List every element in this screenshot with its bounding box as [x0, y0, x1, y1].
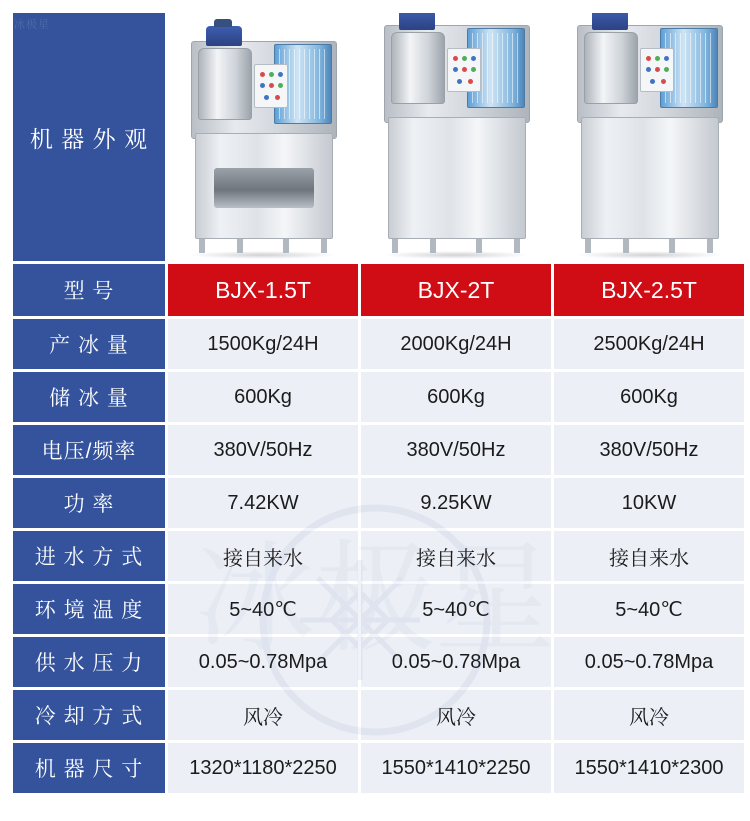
row-label-ambient-temp: 环 境 温 度 [13, 584, 165, 634]
cell-value: 380V/50Hz [554, 425, 744, 475]
bin-door-icon [214, 168, 314, 208]
machine-photo-bjx-2-5t [554, 13, 744, 261]
table-row [13, 690, 744, 740]
row-label-water-pressure: 供 水 压 力 [13, 637, 165, 687]
cell-value: 接自来水 [168, 531, 358, 581]
table-row [13, 584, 744, 634]
cell-value: 1500Kg/24H [168, 319, 358, 369]
machine-upper-unit [577, 25, 723, 123]
table-row [13, 425, 744, 475]
model-value-2: BJX-2T [361, 264, 551, 316]
machine-storage-bin [581, 117, 719, 239]
control-panel-icon [640, 48, 674, 92]
control-panel-icon [447, 48, 481, 92]
cell-value: 1320*1180*2250 [168, 743, 358, 793]
cell-value: 接自来水 [554, 531, 744, 581]
machine-photo-bjx-2t [361, 13, 551, 261]
row-label-appearance: 机 器 外 观 [13, 13, 165, 261]
cell-value: 600Kg [168, 372, 358, 422]
cell-value: 9.25KW [361, 478, 551, 528]
machine-illustration-1 [183, 25, 343, 253]
model-value-3: BJX-2.5T [554, 264, 744, 316]
machine-upper-unit [191, 41, 337, 139]
model-value-1: BJX-1.5T [168, 264, 358, 316]
table-row [13, 372, 744, 422]
control-panel-icon [254, 64, 288, 108]
table-row [13, 531, 744, 581]
machine-storage-bin [195, 133, 333, 239]
specification-table [10, 10, 747, 796]
corner-watermark: 冰极星 [14, 19, 50, 31]
cell-value: 380V/50Hz [168, 425, 358, 475]
cell-value: 5~40℃ [361, 584, 551, 634]
machine-photo-bjx-1-5t [168, 13, 358, 261]
cell-value: 2500Kg/24H [554, 319, 744, 369]
table-row-appearance [13, 13, 744, 261]
row-label-voltage: 电压/频率 [13, 425, 165, 475]
cell-value: 7.42KW [168, 478, 358, 528]
table-row [13, 319, 744, 369]
cell-value: 0.05~0.78Mpa [554, 637, 744, 687]
machine-legs [390, 239, 522, 253]
row-label-cooling: 冷 却 方 式 [13, 690, 165, 740]
cell-value: 风冷 [168, 690, 358, 740]
cell-value: 600Kg [361, 372, 551, 422]
row-label-water-inlet: 进 水 方 式 [13, 531, 165, 581]
cell-value: 600Kg [554, 372, 744, 422]
row-label-dimensions: 机 器 尺 寸 [13, 743, 165, 793]
water-tank-icon [198, 48, 252, 120]
machine-illustration-2 [376, 25, 536, 253]
row-label-storage: 储 冰 量 [13, 372, 165, 422]
machine-illustration-3 [569, 25, 729, 253]
row-label-model: 型 号 [13, 264, 165, 316]
cell-value: 风冷 [554, 690, 744, 740]
machine-legs [583, 239, 715, 253]
table-row [13, 637, 744, 687]
table-row [13, 743, 744, 793]
machine-upper-unit [384, 25, 530, 123]
motor-icon [206, 26, 242, 46]
cell-value: 接自来水 [361, 531, 551, 581]
cell-value: 10KW [554, 478, 744, 528]
cell-value: 1550*1410*2300 [554, 743, 744, 793]
row-label-ice-capacity: 产 冰 量 [13, 319, 165, 369]
cell-value: 380V/50Hz [361, 425, 551, 475]
cell-value: 风冷 [361, 690, 551, 740]
row-label-power: 功 率 [13, 478, 165, 528]
machine-storage-bin [388, 117, 526, 239]
water-tank-icon [584, 32, 638, 104]
table-row [13, 264, 744, 316]
cell-value: 0.05~0.78Mpa [168, 637, 358, 687]
cell-value: 2000Kg/24H [361, 319, 551, 369]
machine-legs [197, 239, 329, 253]
cell-value: 5~40℃ [554, 584, 744, 634]
motor-icon [399, 13, 435, 30]
cell-value: 0.05~0.78Mpa [361, 637, 551, 687]
cell-value: 5~40℃ [168, 584, 358, 634]
table-row [13, 478, 744, 528]
motor-icon [592, 13, 628, 30]
cell-value: 1550*1410*2250 [361, 743, 551, 793]
water-tank-icon [391, 32, 445, 104]
